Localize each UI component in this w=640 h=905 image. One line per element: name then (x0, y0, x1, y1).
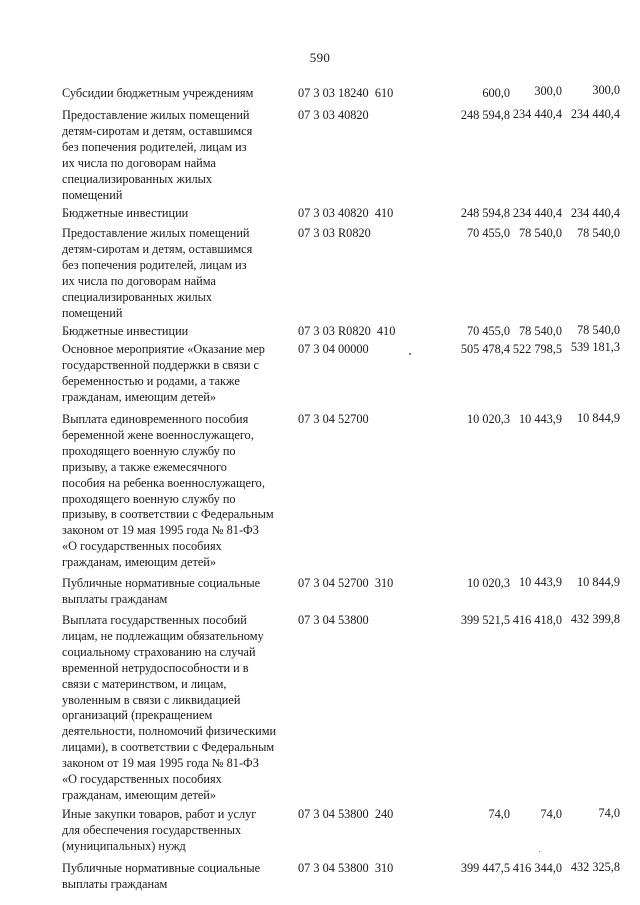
row-name: Иные закупки товаров, работ и услуг для обеспечения государственных (муниципальных) нужд (62, 807, 257, 853)
row-name: Публичные нормативные социальные выплаты гражданам (62, 576, 261, 606)
row-value-1: 70 455,0 (466, 226, 510, 240)
budget-table (62, 82, 622, 891)
row-value-3: 78 540,0 (576, 226, 620, 240)
row-code: 07 3 03 40820 (298, 108, 369, 122)
row-code: 07 3 04 53800 310 (298, 861, 394, 875)
row-value-1: 74,0 (488, 807, 510, 821)
row-value-3: 432 399,8 (570, 612, 620, 626)
row-value-3: 539 181,3 (570, 340, 620, 354)
row-value-1: 505 478,4 (460, 342, 510, 356)
row-code: 07 3 03 40820 410 (298, 206, 394, 220)
table-row (62, 226, 622, 322)
table-row (62, 576, 622, 608)
row-value-3: 74,0 (598, 806, 620, 820)
scan-speck (409, 353, 411, 355)
row-code: 07 3 04 53800 (298, 613, 369, 627)
row-code: 07 3 03 18240 610 (298, 86, 394, 100)
row-value-1: 10 020,3 (466, 576, 510, 590)
row-name: Публичные нормативные социальные выплаты гражданам (62, 861, 261, 891)
row-value-3: 234 440,4 (570, 206, 620, 220)
table-row (62, 324, 622, 340)
row-value-1: 600,0 (482, 86, 510, 100)
row-name: Бюджетные инвестиции (62, 206, 189, 220)
row-name: Бюджетные инвестиции (62, 324, 189, 338)
row-code: 07 3 04 52700 (298, 412, 369, 426)
row-value-3: 78 540,0 (576, 323, 620, 337)
row-code: 07 3 03 R0820 410 (298, 324, 396, 338)
table-row (62, 807, 622, 855)
row-value-2: 78 540,0 (518, 324, 562, 338)
row-value-1: 70 455,0 (466, 324, 510, 338)
row-value-3: 234 440,4 (570, 107, 620, 121)
row-value-3: 10 844,9 (576, 411, 620, 425)
table-row (62, 613, 622, 804)
row-value-2: 74,0 (540, 807, 562, 821)
row-value-2: 234 440,4 (512, 107, 562, 121)
row-name: Предоставление жилых помещений детям-сиротам и детям, оставшимся без попечения родителей, лицам из их числа по договорам найма специализированных жилых помещений (62, 226, 253, 320)
row-value-1: 399 447,5 (460, 861, 510, 875)
table-row (62, 83, 622, 102)
row-value-2: 416 418,0 (512, 613, 562, 627)
row-value-2: 10 443,9 (518, 412, 562, 426)
row-value-2: 10 443,9 (518, 575, 562, 589)
table-row (62, 342, 622, 406)
row-value-3: 432 325,8 (570, 860, 620, 874)
row-value-1: 399 521,5 (460, 613, 510, 627)
row-code: 07 3 04 53800 240 (298, 807, 394, 821)
table-row (62, 412, 622, 572)
row-value-3: 10 844,9 (576, 575, 620, 589)
row-value-1: 10 020,3 (466, 412, 510, 426)
row-value-2: 78 540,0 (518, 226, 562, 240)
row-name: Субсидии бюджетным учреждениям (62, 86, 254, 100)
row-code: 07 3 03 R0820 (298, 226, 371, 240)
table-row (62, 861, 622, 893)
row-value-1: 248 594,8 (460, 206, 510, 220)
row-name: Предоставление жилых помещений детям-сиротам и детям, оставшимся без попечения родителей, лицам из их числа по договорам найма специализированных жилых помещений (62, 108, 253, 202)
row-name: Выплата государственных пособий лицам, не подлежащим обязательному социальному страхованию на случай временной нетрудоспособности и в связи с материнством, и лицам, уволенным в связи с ликвидацией организаций (прекращением деятельности, полномочий физическими лицами), в соответствии с Федеральным законом от 19 мая 1995 года № 81-ФЗ «О государственных пособиях гражданам, имеющим детей» (62, 613, 277, 802)
table-row (62, 108, 622, 204)
table-row (62, 206, 622, 222)
row-value-1: 248 594,8 (460, 108, 510, 122)
row-name: Выплата единовременного пособия беременной жене военнослужащего, проходящего военную службу по призыву, а также ежемесячного пособия на ребенка военнослужащего, проходящего военную службу по призыву, в соответствии с Федеральным законом от 19 мая 1995 года № 81-ФЗ «О государственных пособиях гражданам, имеющим детей» (62, 412, 274, 570)
row-value-2: 234 440,4 (512, 206, 562, 220)
row-value-3: 300,0 (592, 83, 620, 97)
page-number: 590 (309, 50, 331, 65)
row-code: 07 3 04 52700 310 (298, 576, 394, 590)
row-value-2: 416 344,0 (512, 861, 562, 875)
row-code: 07 3 04 00000 (298, 342, 369, 356)
scan-speck (539, 851, 540, 852)
row-value-2: 300,0 (534, 84, 562, 98)
row-name: Основное мероприятие «Оказание мер государственной поддержки в связи с беременностью и родами, а также гражданам, имеющим детей» (62, 342, 265, 404)
row-value-2: 522 798,5 (512, 342, 562, 356)
